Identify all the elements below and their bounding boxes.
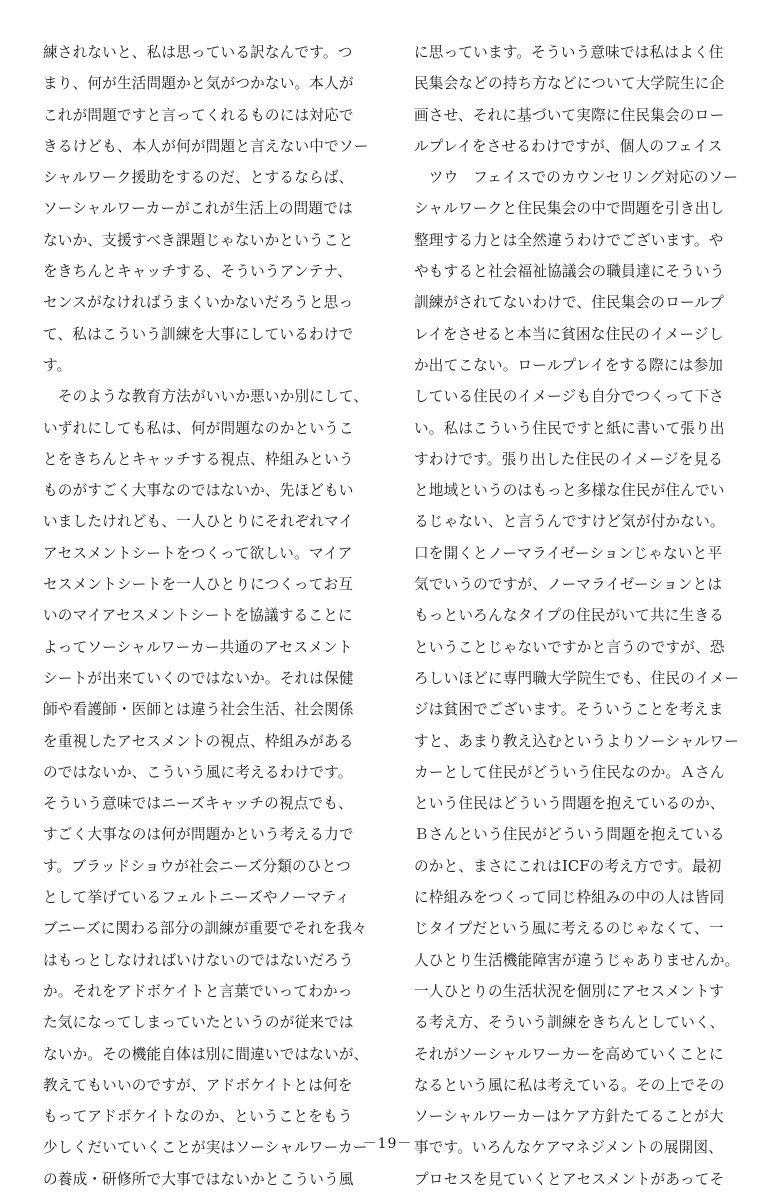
text-line: に思っています。そういう意味では私はよく住 <box>414 44 724 61</box>
text-line: ジは貧困でございます。そういうことを考えま <box>414 701 724 719</box>
text-line: 練されないと、私は思っている訳なんです。つ <box>43 44 353 61</box>
text-line: ものがすごく大事なのではないか、先ほどもい <box>43 482 354 500</box>
text-line: という住民はどういう問題を抱えているのか、 <box>414 795 725 813</box>
text-line: のではないか、こういう風に考えるわけです。 <box>43 763 353 781</box>
text-line: 気でいうのですが、ノーマライゼーションとは <box>414 576 723 594</box>
text-line: るじゃない、と言うんですけど気が付かない。 <box>414 513 725 531</box>
text-line: いましたけれども、一人ひとりにそれぞれマイ <box>43 513 354 531</box>
text-line: なるという風に私は考えている。その上でその <box>414 1076 725 1094</box>
text-line: ブニーズに関わる部分の訓練が重要でそれを我々 <box>43 920 368 938</box>
text-line: ソーシャルワーカーはケア方針たてることが大 <box>414 1108 724 1126</box>
text-line: はもっとしなければいけないのではないだろう <box>43 951 354 969</box>
text-line: セスメントシートを一人ひとりにつくってお互 <box>43 576 354 594</box>
left-text-column <box>43 37 381 1195</box>
text-line: 一人ひとりの生活状況を個別にアセスメントす <box>414 982 725 1000</box>
text-line: か出てこない。ロールプレイをする際には参加 <box>414 356 724 374</box>
text-line: プロセスを見ていくとアセスメントがあってそ <box>414 1170 725 1188</box>
text-line: カーとして住民がどういう住民なのか。Ａさん <box>414 763 725 781</box>
text-line: 画させ、それに基づいて実際に住民集会のロー <box>414 106 725 124</box>
text-line: 少しくだいていくことが実はソーシャルワーカー <box>43 1139 368 1157</box>
text-line: ろしいほどに専門職大学院生でも、住民のイメー <box>414 669 740 687</box>
text-line: まり、何が生活問題かと気がつかない。本人が <box>43 75 354 93</box>
text-line: ないか、支援すべき課題じゃないかということ <box>43 231 354 249</box>
text-line: もっといろんなタイプの住民がいて共に生きる <box>414 607 724 625</box>
text-line: Ｂさんという住民がどういう問題を抱えている <box>414 826 725 844</box>
text-line: すと、あまり教え込むというよりソーシャルワー <box>414 732 739 750</box>
text-line: レイをさせると本当に貧困な住民のイメージし <box>414 325 724 343</box>
text-line: の養成・研修所で大事ではないかとこういう風 <box>43 1170 354 1188</box>
text-line: 口を開くとノーマライゼーションじゃないと平 <box>414 544 723 562</box>
text-line: ルプレイをさせるわけですが、個人のフェイス <box>414 137 723 155</box>
text-line: アセスメントシートをつくって欲しい。マイア <box>43 544 353 562</box>
text-line: センスがなければうまくいかないだろうと思っ <box>43 294 354 312</box>
text-line: い。私はこういう住民ですと紙に書いて張り出 <box>414 419 725 437</box>
text-line: と地域というのはもっと多様な住民が住んでい <box>414 482 725 500</box>
text-line: いずれにしても私は、何が問題なのかというこ <box>43 419 354 437</box>
text-line: よってソーシャルワーカー共通のアセスメント <box>43 638 353 656</box>
text-line: それがソーシャルワーカーを高めていくことに <box>414 1045 724 1063</box>
text-line: シートが出来ていくのではないか。それは保健 <box>43 669 354 687</box>
text-line: 事です。いろんなケアマネジメントの展開図、 <box>414 1139 724 1157</box>
text-line: もってアドボケイトなのか、ということをもう <box>43 1108 353 1126</box>
text-line: やもすると社会福祉協議会の職員達にそういう <box>414 263 725 281</box>
page-number: －19－ <box>362 1136 413 1152</box>
text-line: を重視したアセスメントの視点、枠組みがある <box>43 732 354 750</box>
text-line: とをきちんとキャッチする視点、枠組みという <box>43 450 354 468</box>
text-line: のかと、まさにこれはICFの考え方です。最初 <box>414 857 722 875</box>
text-line: ないか。その機能自体は別に間違いではないが、 <box>43 1045 369 1063</box>
text-line: として挙げているフェルトニーズやノーマティ <box>43 889 351 907</box>
text-line: た気になってしまっていたというのが従来では <box>43 1014 354 1032</box>
text-line: をきちんとキャッチする、そういうアンテナ、 <box>43 263 353 281</box>
text-line: 訓練がされてないわけで、住民集会のロールプ <box>414 294 725 312</box>
text-line: シャルワーク援助をするのだ、とするならば、 <box>43 169 354 187</box>
text-line: すわけです。張り出した住民のイメージを見る <box>414 450 724 468</box>
text-line: て、私はこういう訓練を大事にしているわけで <box>43 325 354 343</box>
text-line: そのような教育方法がいいか悪いか別にして、 <box>43 388 369 406</box>
text-line: すごく大事なのは何が問題かという考える力で <box>43 826 354 844</box>
text-line: ソーシャルワーカーがこれが生活上の問題では <box>43 200 353 218</box>
text-line: じタイプだという風に考えるのじゃなくて、一 <box>414 920 724 938</box>
text-line: す。ブラッドショウが社会ニーズ分類のひとつ <box>43 857 351 875</box>
text-line: シャルワークと住民集会の中で問題を引き出し <box>414 200 725 218</box>
right-text-column <box>414 37 752 1195</box>
text-line: いのマイアセスメントシートを協議することに <box>43 607 353 625</box>
text-line: 師や看護師・医師とは違う社会生活、社会関係 <box>43 701 354 719</box>
text-line: 教えてもいいのですが、アドボケイトとは何を <box>43 1076 353 1094</box>
text-line: きるけども、本人が何が問題と言えない中でソー <box>43 137 369 155</box>
text-line: 人ひとり生活機能障害が違うじゃありませんか。 <box>414 951 740 969</box>
text-line: ツウ フェイスでのカウンセリング対応のソー <box>414 169 739 187</box>
text-line: そういう意味ではニーズキャッチの視点でも、 <box>43 795 353 813</box>
text-line: 整理する力とは全然違うわけでございます。や <box>414 231 724 249</box>
text-line: している住民のイメージも自分でつくって下さ <box>414 388 724 406</box>
text-line: す。 <box>43 356 72 374</box>
text-line: る考え方、そういう訓練をきちんとしていく、 <box>414 1014 725 1032</box>
text-line: 民集会などの持ち方などについて大学院生に企 <box>414 75 725 93</box>
text-line: ということじゃないですかと言うのですが、恐 <box>414 638 725 656</box>
text-line: か。それをアドボケイトと言葉でいってわかっ <box>43 982 353 1000</box>
text-line: に枠組みをつくって同じ枠組みの中の人は皆同 <box>414 889 725 907</box>
text-line: これが問題ですと言ってくれるものには対応で <box>43 106 354 124</box>
